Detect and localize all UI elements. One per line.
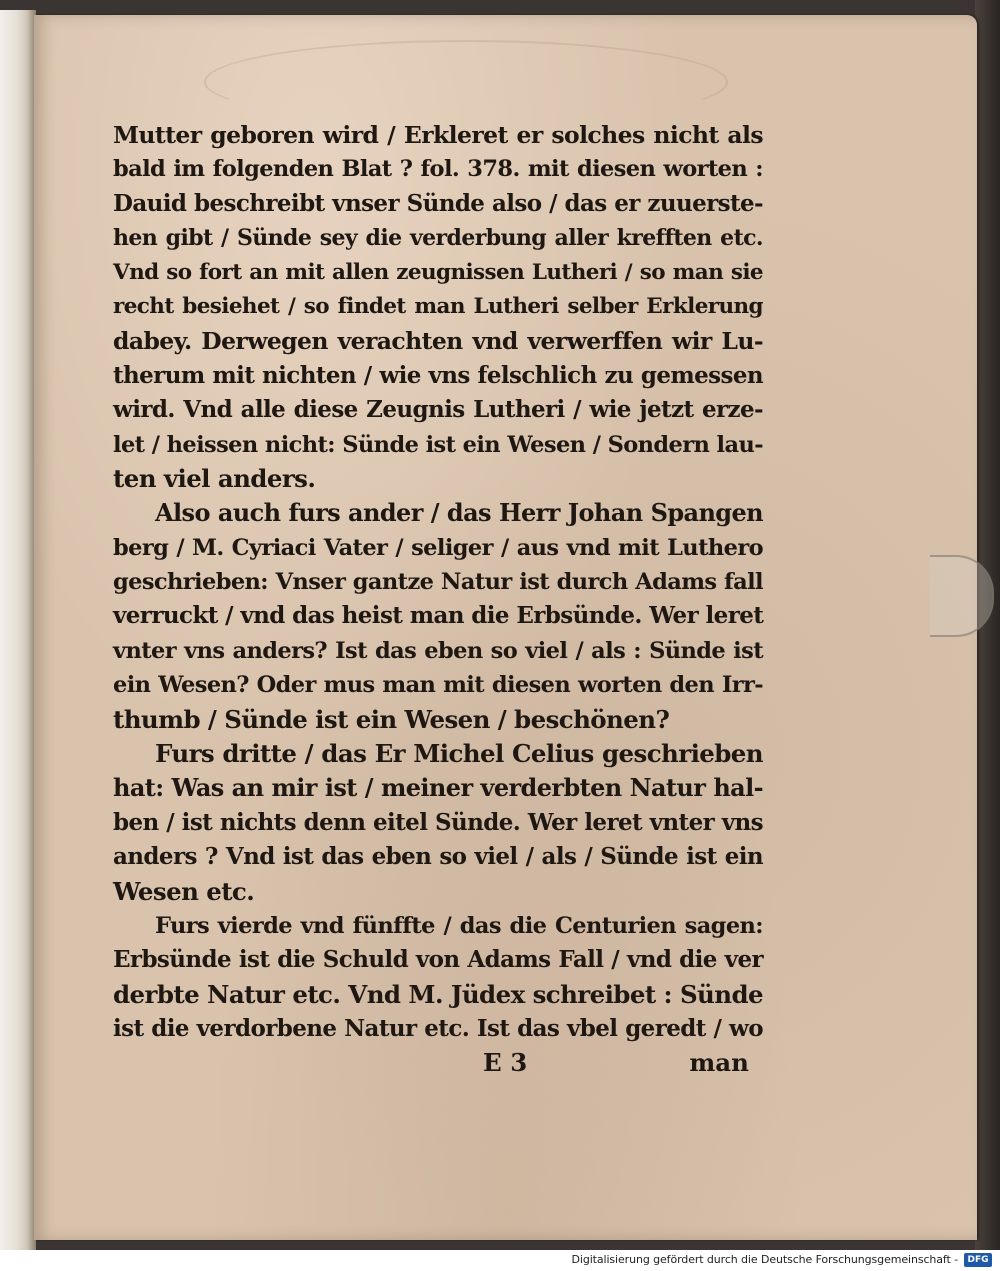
text-line: geschrieben: Vnser gantze Natur ist durch Adams fall	[113, 569, 763, 596]
text-line: ten viel anders.	[113, 463, 316, 493]
text-line: therum mit nichten / wie vns felschlich zu gemessen	[113, 361, 763, 389]
dfg-logo: DFG	[964, 1253, 992, 1267]
text-line: ein Wesen? Oder mus man mit diesen worten den Irr-	[113, 672, 763, 699]
catchword: man	[689, 1048, 749, 1077]
text-line: hat: Was an mir ist / meiner verderbten Natur hal-	[113, 773, 763, 803]
text-line: anders ? Vnd ist das eben so viel / als / Sünde ist ein	[113, 843, 763, 871]
text-line: Furs dritte / das Er Michel Celius geschrieben	[155, 739, 763, 769]
page-footer-line	[113, 1048, 763, 1082]
text-line: Dauid beschreibt vnser Sünde also / das er zuuerste-	[113, 189, 763, 217]
signature-mark: E 3	[483, 1048, 528, 1077]
text-line: ben / ist nichts denn eitel Sünde. Wer leret vnter vns	[113, 808, 763, 836]
text-line: thumb / Sünde ist ein Wesen / beschönen?	[113, 704, 670, 734]
text-line: vnter vns anders? Ist das eben so viel / als : Sünde ist	[113, 637, 763, 664]
text-line: Vnd so fort an mit allen zeugnissen Lutheri / so man sie	[113, 259, 763, 285]
text-line: ist die verdorbene Natur etc. Ist das vbel geredt / wo	[113, 1015, 763, 1043]
text-line: verruckt / vnd das heist man die Erbsünde. Wer leret	[113, 602, 764, 630]
left-gutter	[0, 10, 36, 1250]
text-line: Mutter geboren wird / Erkleret er solches nicht als	[113, 121, 763, 149]
text-line: Also auch furs ander / das Herr Johan Spangen	[155, 498, 763, 528]
paper-stain	[204, 40, 728, 124]
page-body-text	[113, 118, 763, 1047]
text-line: recht besiehet / so findet man Lutheri selber Erklerung	[113, 293, 763, 319]
text-line: derbte Natur etc. Vnd M. Jüdex schreibet : Sünde	[113, 979, 763, 1009]
funding-credit: Digitalisierung gefördert durch die Deutsche Forschungsgemeinschaft -	[571, 1253, 958, 1266]
text-line: Furs vierde vnd fünffte / das die Centurien sagen:	[155, 912, 763, 939]
text-line: wird. Vnd alle diese Zeugnis Lutheri / wie jetzt erze-	[113, 396, 763, 424]
text-line: berg / M. Cyriaci Vater / seliger / aus vnd mit Luthero	[113, 534, 763, 561]
text-line: Erbsünde ist die Schuld von Adams Fall / vnd die ver	[113, 946, 763, 974]
credit-bar	[0, 1250, 1000, 1271]
text-line: Wesen etc.	[113, 876, 255, 906]
text-line: dabey. Derwegen verachten vnd verwerffen wir Lu-	[113, 327, 763, 356]
text-line: hen gibt / Sünde sey die verderbung aller krefften etc.	[113, 225, 763, 252]
text-line: bald im folgenden Blat ? fol. 378. mit diesen worten :	[113, 156, 763, 183]
text-line: let / heissen nicht: Sünde ist ein Wesen / Sondern lau-	[113, 431, 763, 458]
